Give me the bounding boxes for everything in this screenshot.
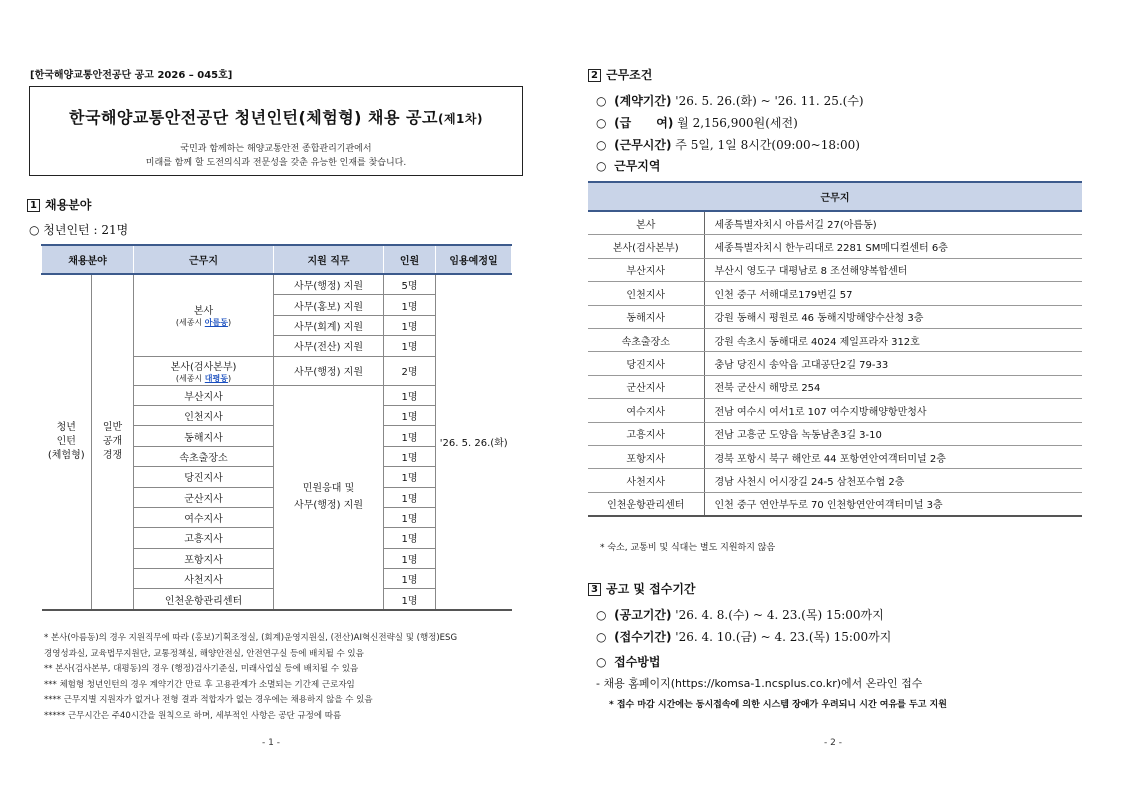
field-type-line: 청년: [56, 421, 76, 433]
section-number-box: 1: [27, 199, 40, 212]
location-table: [588, 181, 1082, 517]
table-row: [588, 235, 1082, 258]
field-type-cell: [42, 274, 92, 610]
section-title: 채용분야: [45, 198, 92, 212]
footnote: 경영성과실, 교육법무지원단, 교통정책실, 해양안전실, 안전연구실 등에 배치될 수 있음: [44, 648, 364, 659]
table-header-row: [42, 245, 512, 274]
title-subtitle: [30, 142, 522, 170]
count-cell: 1명: [384, 405, 436, 425]
section-title: 공고 및 접수기간: [606, 582, 696, 596]
location-cell: 군산지사: [134, 487, 274, 507]
field-type-line: (체험형): [47, 449, 85, 461]
table-row: [588, 328, 1082, 351]
method-label: 접수방법: [614, 655, 661, 669]
page-number-2: - 2 -: [824, 738, 842, 748]
footnotes: [44, 631, 457, 724]
location-name: 동해지사: [588, 305, 704, 328]
condition-hours: [596, 136, 860, 153]
location-sub-suffix: ): [227, 373, 232, 383]
notice-period: [596, 606, 884, 623]
count-cell: 1명: [384, 589, 436, 610]
location-sub-prefix: (세종시: [175, 318, 205, 328]
count-cell: 1명: [384, 507, 436, 527]
subtitle-line-1: 국민과 함께하는 해양교통안전 종합관리기관에서: [180, 144, 372, 154]
location-cell: 동해지사: [134, 426, 274, 446]
job-cell: 사무(행정) 지원: [274, 356, 384, 385]
title-main: 한국해양교통안전공단 청년인턴(체험형) 채용 공고: [69, 108, 438, 127]
period-value: '26. 4. 10.(금) ~ 4. 23.(목) 15:00까지: [671, 630, 892, 644]
job-cell: 사무(홍보) 지원: [274, 295, 384, 315]
table-row: [588, 375, 1082, 398]
title-round: (제1차): [437, 112, 483, 126]
notice-number: [한국해양교통안전공단 공고 2026 – 045호]: [30, 70, 233, 81]
th-location: 근무지: [134, 245, 274, 274]
condition-label: (근무시간): [614, 138, 672, 152]
condition-value: 주 5일, 1일 8시간(09:00~18:00): [671, 138, 860, 152]
count-cell: 1명: [384, 385, 436, 405]
condition-label: (급 여): [614, 116, 674, 130]
location-cell: 부산지사: [134, 385, 274, 405]
location-name: 본사(검사본부): [170, 361, 237, 373]
table-row: [588, 492, 1082, 516]
hiring-method-line: 경쟁: [102, 449, 123, 461]
table-row: [588, 469, 1082, 492]
location-sub: [134, 373, 273, 384]
th-location: 근무지: [588, 182, 1082, 211]
footnote: ** 본사(검사본부, 대평동)의 경우 (행정)검사기준실, 미래사업실 등에 배치될 수 있음: [44, 664, 359, 674]
footnote: ***** 근무시간은 주40시간을 원칙으로 하며, 세부적인 사항은 공단 규정에 따름: [44, 710, 342, 721]
period-label: (공고기간): [614, 608, 672, 622]
location-name: 인천운항관리센터: [588, 492, 704, 516]
bullet-icon: ○: [596, 94, 607, 108]
table-row: [588, 399, 1082, 422]
table-row: [588, 282, 1082, 305]
count-cell: 2명: [384, 356, 436, 385]
location-name: 인천지사: [588, 282, 704, 305]
location-sub-link[interactable]: 대평동: [204, 373, 228, 383]
count-cell: 1명: [384, 315, 436, 335]
table-header-row: [588, 182, 1082, 211]
period-value: '26. 4. 8.(수) ~ 4. 23.(목) 15:00까지: [671, 608, 884, 622]
count-cell: 5명: [384, 274, 436, 295]
count-cell: 1명: [384, 528, 436, 548]
hiring-method-line: 공개: [102, 435, 123, 447]
location-cell: 인천운항관리센터: [134, 589, 274, 610]
condition-region: [596, 157, 661, 174]
count-cell: 1명: [384, 569, 436, 589]
page-title: [30, 105, 522, 128]
location-cell: 고흥지사: [134, 528, 274, 548]
section-heading-2: [588, 66, 652, 83]
condition-value: '26. 5. 26.(화) ~ '26. 11. 25.(수): [671, 94, 864, 108]
job-cell: 사무(전산) 지원: [274, 336, 384, 356]
location-name: 포항지사: [588, 445, 704, 468]
location-name: 부산지사: [588, 258, 704, 281]
bullet-icon: ○: [596, 608, 607, 622]
table-row: [588, 422, 1082, 445]
count-cell: 1명: [384, 467, 436, 487]
table-row: [588, 211, 1082, 235]
branch-job-cell: [274, 385, 384, 610]
footnote: * 본사(아름동)의 경우 지원직무에 따라 (홍보)기획조정실, (회계)운영지원실, (전산)AI혁신전략실 및 (행정)ESG: [44, 633, 458, 643]
bullet-icon: ○: [596, 630, 607, 644]
condition-salary: [596, 114, 798, 131]
table-note: * 숙소, 교통비 및 식대는 별도 지원하지 않음: [600, 543, 776, 553]
table-row: [588, 352, 1082, 375]
location-name: 본사: [193, 306, 214, 318]
table-row: [588, 305, 1082, 328]
location-sub: [134, 317, 273, 328]
condition-label: 근무지역: [614, 159, 661, 173]
table-row: [588, 445, 1082, 468]
section-number-box: 2: [588, 69, 601, 82]
location-name: 본사(검사본부): [588, 235, 704, 258]
job-cell: 사무(회계) 지원: [274, 315, 384, 335]
location-sub-link[interactable]: 아름동: [204, 318, 228, 328]
th-job: 지원 직무: [274, 245, 384, 274]
hiring-method-line: 일반: [102, 421, 123, 433]
intern-total: ○ 청년인턴 : 21명: [29, 223, 129, 237]
section-title: 근무조건: [606, 68, 653, 82]
location-address: 세종특별자치시 아름서길 27(아름동): [704, 211, 1082, 235]
location-name: 군산지사: [588, 375, 704, 398]
location-name: 속초출장소: [588, 328, 704, 351]
period-label: (접수기간): [614, 630, 672, 644]
location-address: 인천 중구 서해대로179번길 57: [704, 282, 1082, 305]
location-address: 세종특별자치시 한누리대로 2281 SM메디컬센터 6층: [704, 235, 1082, 258]
apply-method-text: - 채용 홈페이지(https://komsa-1.ncsplus.co.kr)에서 온라인 접수: [596, 677, 923, 690]
condition-contract: [596, 92, 864, 109]
apply-warning: * 접수 마감 시간에는 동시접속에 의한 시스템 장애가 우려되니 시간 여유를 두고 지원: [609, 700, 947, 710]
location-name: 본사: [588, 211, 704, 235]
count-cell: 1명: [384, 295, 436, 315]
table-row: [588, 258, 1082, 281]
footnote: *** 체험형 청년인턴의 경우 계약기간 만료 후 고용관계가 소멸되는 기간제 근로자임: [44, 679, 355, 690]
bullet-icon: ○: [596, 159, 607, 173]
location-address: 인천 중구 연안부두로 70 인천항연안여객터미널 3층: [704, 492, 1082, 516]
recruitment-table: [41, 244, 512, 611]
apply-period: [596, 628, 891, 645]
location-cell: 여수지사: [134, 507, 274, 527]
table-row: [42, 274, 512, 295]
hiring-method-cell: [92, 274, 134, 610]
title-box: [29, 86, 523, 176]
footnote: **** 근무지별 지원자가 없거나 전형 결과 적합자가 없는 경우에는 채용하지 않을 수 있음: [44, 695, 373, 705]
section-heading-3: [588, 580, 696, 597]
location-address: 전남 고흥군 도양읍 녹동남촌3길 3-10: [704, 422, 1082, 445]
location-sub-suffix: ): [227, 318, 232, 328]
field-type-line: 인턴: [56, 435, 76, 447]
count-cell: 1명: [384, 487, 436, 507]
branch-job-line: 민원응대 및: [302, 483, 355, 495]
location-address: 경남 사천시 어시장길 24-5 삼천포수협 2층: [704, 469, 1082, 492]
condition-value: 월 2,156,900원(세전): [673, 116, 798, 130]
location-hq: [134, 274, 274, 356]
th-field: 채용분야: [42, 245, 134, 274]
location-cell: 사천지사: [134, 569, 274, 589]
bullet-icon: ○: [596, 116, 607, 130]
location-address: 전북 군산시 해망로 254: [704, 375, 1082, 398]
apply-method: [596, 653, 661, 670]
location-name: 고흥지사: [588, 422, 704, 445]
location-address: 강원 속초시 동해대로 4024 제일프라자 312호: [704, 328, 1082, 351]
count-cell: 1명: [384, 548, 436, 568]
bullet-icon: ○: [596, 138, 607, 152]
count-cell: 1명: [384, 336, 436, 356]
branch-job-line: 사무(행정) 지원: [294, 500, 363, 512]
location-name: 당진지사: [588, 352, 704, 375]
location-cell: 당진지사: [134, 467, 274, 487]
location-address: 충남 당진시 송악읍 고대공단2길 79-33: [704, 352, 1082, 375]
condition-label: (계약기간): [614, 94, 672, 108]
count-cell: 1명: [384, 426, 436, 446]
location-sub-prefix: (세종시: [175, 373, 205, 383]
page-number-1: - 1 -: [262, 738, 280, 748]
location-address: 강원 동해시 평원로 46 동해지방해양수산청 3층: [704, 305, 1082, 328]
th-count: 인원: [384, 245, 436, 274]
location-address: 전남 여수시 여서1로 107 여수지방해양항만청사: [704, 399, 1082, 422]
subtitle-line-2: 미래를 함께 할 도전의식과 전문성을 갖춘 유능한 인재를 찾습니다.: [145, 158, 407, 168]
count-cell: 1명: [384, 446, 436, 466]
location-hq2: [134, 356, 274, 385]
location-name: 사천지사: [588, 469, 704, 492]
location-address: 부산시 영도구 대평남로 8 조선해양복합센터: [704, 258, 1082, 281]
section-number-box: 3: [588, 583, 601, 596]
job-cell: 사무(행정) 지원: [274, 274, 384, 295]
location-name: 여수지사: [588, 399, 704, 422]
location-cell: 인천지사: [134, 405, 274, 425]
location-cell: 속초출장소: [134, 446, 274, 466]
start-date-cell: '26. 5. 26.(화): [436, 274, 512, 610]
location-cell: 포항지사: [134, 548, 274, 568]
bullet-icon: ○: [596, 655, 607, 669]
location-address: 경북 포항시 북구 해안로 44 포항연안여객터미널 2층: [704, 445, 1082, 468]
section-heading-1: [27, 196, 91, 213]
th-start-date: 임용예정일: [436, 245, 512, 274]
